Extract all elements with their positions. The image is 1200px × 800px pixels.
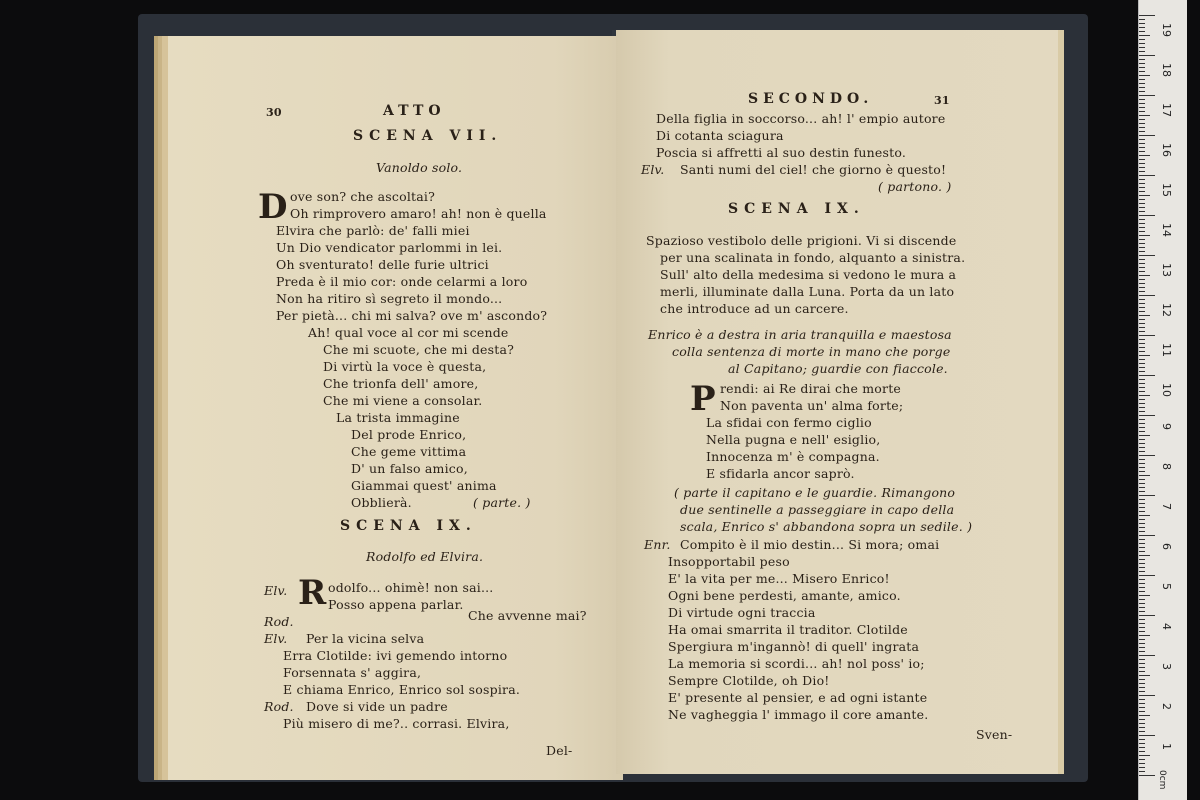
ruler-tick bbox=[1139, 679, 1145, 680]
ruler-tick bbox=[1139, 695, 1155, 696]
ruler-tick bbox=[1139, 367, 1145, 368]
ruler-tick bbox=[1139, 71, 1145, 72]
ruler-tick bbox=[1139, 135, 1155, 136]
verse-line: Obblierà. bbox=[351, 495, 412, 510]
speaker-label: Elv. bbox=[264, 631, 288, 646]
ruler-tick bbox=[1139, 271, 1145, 272]
ruler-tick bbox=[1139, 179, 1145, 180]
ruler-tick bbox=[1139, 347, 1145, 348]
ruler-tick bbox=[1139, 55, 1155, 56]
ruler-number: 1 bbox=[1160, 743, 1173, 750]
verse-line: D' un falso amico, bbox=[351, 461, 468, 476]
ruler-tick bbox=[1139, 231, 1145, 232]
ruler-tick bbox=[1139, 459, 1145, 460]
ruler-tick bbox=[1139, 627, 1145, 628]
verse-line: E chiama Enrico, Enrico sol sospira. bbox=[283, 682, 521, 697]
running-head: ATTO bbox=[383, 103, 446, 119]
ruler-tick bbox=[1139, 355, 1150, 356]
ruler-tick bbox=[1139, 67, 1145, 68]
ruler-tick bbox=[1139, 435, 1150, 436]
setting-line: merli, illuminate dalla Luna. Porta da un lato bbox=[660, 284, 955, 299]
ruler-tick bbox=[1139, 227, 1145, 228]
ruler-tick bbox=[1139, 519, 1145, 520]
ruler-tick bbox=[1139, 247, 1145, 248]
ruler-tick bbox=[1139, 51, 1145, 52]
stage-direction: ( partono. ) bbox=[878, 179, 952, 194]
ruler-tick bbox=[1139, 479, 1145, 480]
ruler-tick bbox=[1139, 771, 1145, 772]
ruler-tick bbox=[1139, 423, 1145, 424]
catchword: Sven- bbox=[976, 727, 1013, 742]
ruler-tick bbox=[1139, 131, 1145, 132]
ruler-tick bbox=[1139, 223, 1145, 224]
ruler-tick bbox=[1139, 451, 1145, 452]
ruler-tick bbox=[1139, 279, 1145, 280]
ruler-tick bbox=[1139, 719, 1145, 720]
ruler-tick bbox=[1139, 495, 1155, 496]
ruler-tick bbox=[1139, 523, 1145, 524]
ruler-tick bbox=[1139, 63, 1145, 64]
verse-line: Sempre Clotilde, oh Dio! bbox=[668, 673, 830, 688]
ruler-tick bbox=[1139, 343, 1145, 344]
ruler-tick bbox=[1139, 499, 1145, 500]
verse-line: Compito è il mio destin... Si mora; omai bbox=[680, 537, 940, 552]
ruler-tick bbox=[1139, 455, 1155, 456]
ruler-tick bbox=[1139, 151, 1145, 152]
ruler-tick bbox=[1139, 311, 1145, 312]
verse-line: La trista immagine bbox=[336, 410, 460, 425]
verse-line: Non ha ritiro sì segreto il mondo... bbox=[276, 291, 503, 306]
ruler-tick bbox=[1139, 107, 1145, 108]
ruler-tick bbox=[1139, 411, 1145, 412]
verse-line: Poscia si affretti al suo destin funesto. bbox=[656, 145, 907, 160]
measuring-ruler bbox=[1138, 0, 1187, 800]
ruler-tick bbox=[1139, 471, 1145, 472]
ruler-tick bbox=[1139, 503, 1145, 504]
verse-line: Per pietà... chi mi salva? ove m' ascondo? bbox=[276, 308, 548, 323]
verse-line: Di virtude ogni traccia bbox=[668, 605, 816, 620]
verse-line: La memoria si scordi... ah! nol poss' io; bbox=[668, 656, 925, 671]
ruler-tick bbox=[1139, 491, 1145, 492]
ruler-tick bbox=[1139, 47, 1145, 48]
ruler-tick bbox=[1139, 163, 1145, 164]
ruler-tick bbox=[1139, 87, 1145, 88]
ruler-tick bbox=[1139, 143, 1145, 144]
ruler-tick bbox=[1139, 571, 1145, 572]
ruler-number: 12 bbox=[1160, 303, 1173, 317]
ruler-tick bbox=[1139, 755, 1150, 756]
ruler-tick bbox=[1139, 43, 1145, 44]
ruler-number: 15 bbox=[1160, 183, 1173, 197]
ruler-tick bbox=[1139, 327, 1145, 328]
ruler-tick bbox=[1139, 691, 1145, 692]
ruler-number: 19 bbox=[1160, 23, 1173, 37]
scene-cast: Vanoldo solo. bbox=[376, 160, 463, 175]
ruler-tick bbox=[1139, 31, 1145, 32]
ruler-tick bbox=[1139, 739, 1145, 740]
ruler-tick bbox=[1139, 139, 1145, 140]
running-head: SECONDO. bbox=[748, 91, 874, 107]
ruler-tick bbox=[1139, 543, 1145, 544]
ruler-tick bbox=[1139, 579, 1145, 580]
ruler-tick bbox=[1139, 663, 1145, 664]
ruler-tick bbox=[1139, 647, 1145, 648]
ruler-tick bbox=[1139, 323, 1145, 324]
ruler-tick bbox=[1139, 119, 1145, 120]
ruler-tick bbox=[1139, 75, 1150, 76]
verse-line: E sfidarla ancor saprò. bbox=[706, 466, 855, 481]
ruler-number: 3 bbox=[1160, 663, 1173, 670]
ruler-number: 13 bbox=[1160, 263, 1173, 277]
verse-line: Insopportabil peso bbox=[668, 554, 790, 569]
ruler-tick bbox=[1139, 259, 1145, 260]
verse-line: Non paventa un' alma forte; bbox=[720, 398, 904, 413]
stage-direction: ( parte il capitano e le guardie. Rimangono bbox=[674, 485, 956, 500]
ruler-tick bbox=[1139, 547, 1145, 548]
ruler-tick bbox=[1139, 415, 1155, 416]
ruler-tick bbox=[1139, 591, 1145, 592]
ruler-tick bbox=[1139, 91, 1145, 92]
verse-line: Posso appena parlar. bbox=[328, 597, 464, 612]
ruler-tick bbox=[1139, 267, 1145, 268]
ruler-tick bbox=[1139, 643, 1145, 644]
ruler-tick bbox=[1139, 743, 1145, 744]
left-page bbox=[168, 36, 623, 780]
drop-cap: D bbox=[258, 187, 288, 227]
drop-cap: R bbox=[298, 573, 327, 613]
ruler-tick bbox=[1139, 339, 1145, 340]
ruler-tick bbox=[1139, 439, 1145, 440]
verse-line: Nella pugna e nell' esiglio, bbox=[706, 432, 881, 447]
ruler-tick bbox=[1139, 203, 1145, 204]
ruler-tick bbox=[1139, 283, 1145, 284]
verse-line: rendi: ai Re dirai che morte bbox=[720, 381, 902, 396]
ruler-tick bbox=[1139, 699, 1145, 700]
ruler-number: 18 bbox=[1160, 63, 1173, 77]
ruler-tick bbox=[1139, 747, 1145, 748]
speaker-label: Enr. bbox=[644, 537, 671, 552]
ruler-number: 10 bbox=[1160, 383, 1173, 397]
setting-line: Spazioso vestibolo delle prigioni. Vi si discende bbox=[646, 233, 957, 248]
ruler-number: 9 bbox=[1160, 423, 1173, 430]
verse-line: Che avvenne mai? bbox=[468, 608, 587, 623]
ruler-tick bbox=[1139, 767, 1145, 768]
ruler-tick bbox=[1139, 527, 1145, 528]
page-number: 30 bbox=[266, 106, 282, 119]
ruler-tick bbox=[1139, 763, 1145, 764]
page-number: 31 bbox=[934, 94, 950, 107]
stage-direction: due sentinelle a passeggiare in capo della bbox=[680, 502, 955, 517]
verse-line: Della figlia in soccorso... ah! l' empio autore bbox=[656, 111, 946, 126]
verse-line: Del prode Enrico, bbox=[351, 427, 467, 442]
ruler-tick bbox=[1139, 111, 1145, 112]
ruler-tick bbox=[1139, 511, 1145, 512]
ruler-tick bbox=[1139, 211, 1145, 212]
ruler-tick bbox=[1139, 403, 1145, 404]
verse-line: Che geme vittima bbox=[351, 444, 467, 459]
ruler-tick bbox=[1139, 159, 1145, 160]
verse-line: Innocenza m' è compagna. bbox=[706, 449, 880, 464]
scene-heading: SCENA IX. bbox=[340, 518, 477, 534]
verse-line: odolfo... ohimè! non sai... bbox=[328, 580, 494, 595]
verse-line: Di virtù la voce è questa, bbox=[323, 359, 487, 374]
ruler-tick bbox=[1139, 291, 1145, 292]
ruler-tick bbox=[1139, 595, 1150, 596]
verse-line: Elvira che parlò: de' falli miei bbox=[276, 223, 470, 238]
ruler-tick bbox=[1139, 427, 1145, 428]
ruler-tick bbox=[1139, 399, 1145, 400]
ruler-tick bbox=[1139, 487, 1145, 488]
ruler-tick bbox=[1139, 39, 1145, 40]
verse-line: Che mi scuote, che mi desta? bbox=[323, 342, 515, 357]
ruler-tick bbox=[1139, 575, 1155, 576]
verse-line: Un Dio vendicator parlommi in lei. bbox=[276, 240, 503, 255]
ruler-tick bbox=[1139, 615, 1155, 616]
ruler-number: 4 bbox=[1160, 623, 1173, 630]
ruler-tick bbox=[1139, 147, 1145, 148]
ruler-tick bbox=[1139, 123, 1145, 124]
ruler-tick bbox=[1139, 215, 1155, 216]
ruler-tick bbox=[1139, 375, 1155, 376]
ruler-tick bbox=[1139, 395, 1150, 396]
ruler-tick bbox=[1139, 307, 1145, 308]
ruler-number: 8 bbox=[1160, 463, 1173, 470]
ruler-tick bbox=[1139, 239, 1145, 240]
ruler-tick bbox=[1139, 667, 1145, 668]
ruler-tick bbox=[1139, 555, 1150, 556]
ruler-tick bbox=[1139, 727, 1145, 728]
ruler-tick bbox=[1139, 467, 1145, 468]
ruler-tick bbox=[1139, 611, 1145, 612]
ruler-tick bbox=[1139, 255, 1155, 256]
ruler-unit: 0cm bbox=[1157, 770, 1167, 790]
ruler-tick bbox=[1139, 707, 1145, 708]
ruler-number: 11 bbox=[1160, 343, 1173, 357]
ruler-tick bbox=[1139, 507, 1145, 508]
ruler-tick bbox=[1139, 711, 1145, 712]
ruler-tick bbox=[1139, 335, 1155, 336]
setting-line: Sull' alto della medesima si vedono le mura a bbox=[660, 267, 957, 282]
ruler-tick bbox=[1139, 251, 1145, 252]
ruler-tick bbox=[1139, 199, 1145, 200]
ruler-tick bbox=[1139, 103, 1145, 104]
ruler-tick bbox=[1139, 83, 1145, 84]
stage-direction: al Capitano; guardie con fiaccole. bbox=[728, 361, 948, 376]
ruler-tick bbox=[1139, 19, 1145, 20]
scene-heading: SCENA VII. bbox=[353, 128, 503, 144]
scene-cast: Rodolfo ed Elvira. bbox=[366, 549, 484, 564]
ruler-tick bbox=[1139, 563, 1145, 564]
ruler-tick bbox=[1139, 559, 1145, 560]
ruler-tick bbox=[1139, 331, 1145, 332]
ruler-tick bbox=[1139, 659, 1145, 660]
ruler-tick bbox=[1139, 775, 1155, 776]
ruler-tick bbox=[1139, 59, 1145, 60]
verse-line: Ogni bene perdesti, amante, amico. bbox=[668, 588, 901, 603]
ruler-tick bbox=[1139, 483, 1145, 484]
ruler-tick bbox=[1139, 363, 1145, 364]
ruler-tick bbox=[1139, 243, 1145, 244]
ruler-tick bbox=[1139, 191, 1145, 192]
speaker-label: Elv. bbox=[641, 162, 665, 177]
verse-line: Erra Clotilde: ivi gemendo intorno bbox=[283, 648, 508, 663]
verse-line: Forsennata s' aggira, bbox=[283, 665, 422, 680]
book-spread bbox=[150, 26, 1080, 776]
ruler-tick bbox=[1139, 703, 1145, 704]
stage-direction: Enrico è a destra in aria tranquilla e maestosa bbox=[648, 327, 952, 342]
stage-direction: ( parte. ) bbox=[473, 495, 531, 510]
ruler-tick bbox=[1139, 631, 1145, 632]
ruler-tick bbox=[1139, 287, 1145, 288]
ruler-tick bbox=[1139, 607, 1145, 608]
ruler-tick bbox=[1139, 99, 1145, 100]
ruler-tick bbox=[1139, 651, 1145, 652]
verse-line: Di cotanta sciagura bbox=[656, 128, 784, 143]
ruler-tick bbox=[1139, 23, 1145, 24]
ruler-tick bbox=[1139, 431, 1145, 432]
ruler-tick bbox=[1139, 155, 1150, 156]
scene-heading: SCENA IX. bbox=[728, 201, 865, 217]
ruler-tick bbox=[1139, 751, 1145, 752]
verse-line: Che trionfa dell' amore, bbox=[323, 376, 479, 391]
ruler-tick bbox=[1139, 359, 1145, 360]
ruler-tick bbox=[1139, 379, 1145, 380]
verse-line: E' presente al pensier, e ad ogni istante bbox=[668, 690, 928, 705]
drop-cap: P bbox=[690, 379, 716, 419]
verse-line: Ha omai smarrita il traditor. Clotilde bbox=[668, 622, 908, 637]
ruler-tick bbox=[1139, 419, 1145, 420]
ruler-tick bbox=[1139, 535, 1155, 536]
setting-line: per una scalinata in fondo, alquanto a sinistra. bbox=[660, 250, 966, 265]
verse-line: La sfidai con fermo ciglio bbox=[706, 415, 872, 430]
ruler-tick bbox=[1139, 599, 1145, 600]
ruler-tick bbox=[1139, 127, 1145, 128]
ruler-tick bbox=[1139, 603, 1145, 604]
ruler-tick bbox=[1139, 623, 1145, 624]
ruler-tick bbox=[1139, 175, 1155, 176]
ruler-tick bbox=[1139, 683, 1145, 684]
ruler-tick bbox=[1139, 731, 1145, 732]
verse-line: Spergiura m'ingannò! di quell' ingrata bbox=[668, 639, 920, 654]
ruler-tick bbox=[1139, 15, 1155, 16]
verse-line: Per la vicina selva bbox=[306, 631, 425, 646]
ruler-tick bbox=[1139, 263, 1145, 264]
ruler-tick bbox=[1139, 387, 1145, 388]
ruler-tick bbox=[1139, 687, 1145, 688]
setting-line: che introduce ad un carcere. bbox=[660, 301, 849, 316]
ruler-number: 6 bbox=[1160, 543, 1173, 550]
ruler-tick bbox=[1139, 407, 1145, 408]
ruler-tick bbox=[1139, 171, 1145, 172]
verse-line: Ne vagheggia l' immago il core amante. bbox=[668, 707, 929, 722]
ruler-tick bbox=[1139, 235, 1150, 236]
verse-line: Oh rimprovero amaro! ah! non è quella bbox=[290, 206, 547, 221]
ruler-tick bbox=[1139, 447, 1145, 448]
ruler-tick bbox=[1139, 655, 1155, 656]
ruler-tick bbox=[1139, 315, 1150, 316]
ruler-tick bbox=[1139, 635, 1150, 636]
ruler-tick bbox=[1139, 759, 1145, 760]
ruler-number: 5 bbox=[1160, 583, 1173, 590]
ruler-tick bbox=[1139, 319, 1145, 320]
ruler-tick bbox=[1139, 463, 1145, 464]
ruler-tick bbox=[1139, 115, 1150, 116]
ruler-number: 14 bbox=[1160, 223, 1173, 237]
ruler-tick bbox=[1139, 515, 1150, 516]
ruler-tick bbox=[1139, 295, 1155, 296]
ruler-number: 16 bbox=[1160, 143, 1173, 157]
ruler-tick bbox=[1139, 195, 1150, 196]
ruler-tick bbox=[1139, 675, 1150, 676]
speaker-label: Rod. bbox=[264, 614, 294, 629]
ruler-number: 7 bbox=[1160, 503, 1173, 510]
ruler-tick bbox=[1139, 639, 1145, 640]
ruler-tick bbox=[1139, 443, 1145, 444]
ruler-tick bbox=[1139, 735, 1155, 736]
ruler-tick bbox=[1139, 583, 1145, 584]
ruler-tick bbox=[1139, 219, 1145, 220]
verse-line: Oh sventurato! delle furie ultrici bbox=[276, 257, 489, 272]
ruler-tick bbox=[1139, 351, 1145, 352]
verse-line: ove son? che ascoltai? bbox=[290, 189, 436, 204]
speaker-label: Rod. bbox=[264, 699, 294, 714]
ruler-tick bbox=[1139, 671, 1145, 672]
ruler-tick bbox=[1139, 551, 1145, 552]
ruler-tick bbox=[1139, 371, 1145, 372]
ruler-tick bbox=[1139, 475, 1150, 476]
ruler-tick bbox=[1139, 723, 1145, 724]
ruler-number: 2 bbox=[1160, 703, 1173, 710]
verse-line: Più misero di me?.. corrasi. Elvira, bbox=[283, 716, 510, 731]
ruler-tick bbox=[1139, 299, 1145, 300]
ruler-tick bbox=[1139, 167, 1145, 168]
ruler-number: 17 bbox=[1160, 103, 1173, 117]
stage-direction: scala, Enrico s' abbandona sopra un sedile. ) bbox=[680, 519, 973, 534]
ruler-tick bbox=[1139, 567, 1145, 568]
stage-direction: colla sentenza di morte in mano che porge bbox=[672, 344, 951, 359]
verse-line: Ah! qual voce al cor mi scende bbox=[308, 325, 509, 340]
right-page bbox=[616, 30, 1058, 774]
ruler-tick bbox=[1139, 79, 1145, 80]
ruler-tick bbox=[1139, 587, 1145, 588]
ruler-tick bbox=[1139, 275, 1150, 276]
ruler-tick bbox=[1139, 187, 1145, 188]
ruler-tick bbox=[1139, 715, 1150, 716]
ruler-tick bbox=[1139, 531, 1145, 532]
ruler-tick bbox=[1139, 383, 1145, 384]
ruler-tick bbox=[1139, 391, 1145, 392]
ruler-tick bbox=[1139, 183, 1145, 184]
ruler-tick bbox=[1139, 619, 1145, 620]
speaker-label: Elv. bbox=[264, 583, 288, 598]
verse-line: Che mi viene a consolar. bbox=[323, 393, 483, 408]
ruler-tick bbox=[1139, 95, 1155, 96]
verse-line: Giammai quest' anima bbox=[351, 478, 497, 493]
verse-line: Dove si vide un padre bbox=[306, 699, 448, 714]
ruler-tick bbox=[1139, 35, 1150, 36]
verse-line: Preda è il mio cor: onde celarmi a loro bbox=[276, 274, 528, 289]
ruler-tick bbox=[1139, 27, 1145, 28]
verse-line: Santi numi del ciel! che giorno è questo! bbox=[680, 162, 947, 177]
catchword: Del- bbox=[546, 743, 573, 758]
verse-line: E' la vita per me... Misero Enrico! bbox=[668, 571, 890, 586]
ruler-tick bbox=[1139, 303, 1145, 304]
ruler-tick bbox=[1139, 539, 1145, 540]
ruler-tick bbox=[1139, 207, 1145, 208]
